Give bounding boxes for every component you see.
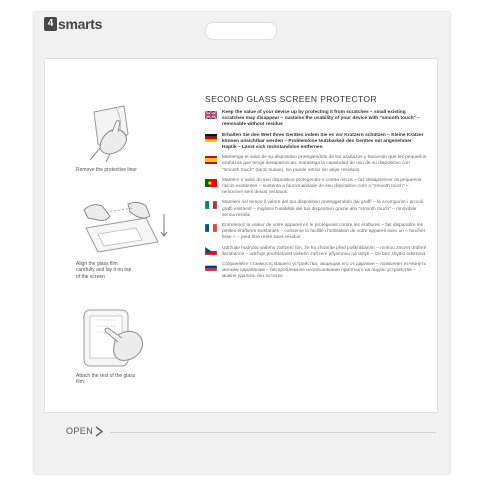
align-film-illustration	[76, 198, 168, 256]
perforation-line	[110, 432, 436, 433]
language-item	[205, 178, 427, 197]
step-1-caption: Remove the protective liner	[76, 167, 137, 173]
step-1	[76, 104, 186, 173]
language-list	[205, 110, 427, 285]
product-heading: SECOND GLASS SCREEN PROTECTOR	[205, 94, 378, 104]
germany-flag-icon	[205, 134, 217, 142]
language-item	[205, 246, 427, 258]
russia-flag-icon	[205, 263, 217, 271]
brand-name: smarts	[58, 16, 103, 32]
arrow-right-icon	[94, 426, 104, 437]
language-text: Udržujte hodnotu vašeho zařízení tím, že ho chráníte před poškrábáním – mohou zmizet drobné škrábance – udržuje použitelnost vašeho zařízení příjemnou na dotyk – lze bez zbytku odstranit	[222, 245, 427, 257]
attach-film-illustration	[76, 306, 158, 368]
step-3	[76, 306, 186, 386]
open-tab[interactable]	[44, 424, 436, 441]
italy-flag-icon	[205, 201, 217, 209]
language-item	[205, 133, 427, 152]
hang-hole	[205, 22, 277, 40]
uk-flag-icon	[205, 111, 217, 119]
language-text: Erhalten Sie den Wert Ihres Gerätes indem Sie es vor Kratzern schützen – Kleine Kratzer können unsichtbar werden – Problemlose Nutzbarkeit des Gerätes mit angenehmer Haptik – Lässt sich rückstandslos entfernen	[222, 132, 424, 151]
language-text: Keep the value of your device up by protecting it from scratches – small existing scratches may disappear – sustains the usability of your device with "smooth touch" – removable without residue	[222, 110, 420, 128]
step-2	[76, 198, 186, 280]
language-item	[205, 223, 427, 242]
language-text: Mantieni nel tempo il valore del tuo dispositivo proteggendolo dai graffi – fa scomparire i piccoli graffi esistenti – migliora l'usabilità del tuo dispositivo grazie allo "smooth touch" – rimovibile senza residui	[222, 200, 423, 218]
step-3-caption: Attach the rest of the glass film.	[76, 373, 136, 386]
language-text: Сохраняйте стоимость Вашего устройства, защищая его от царапин – позволяет исчезнуть мелким царапинам – беспроблемное использование приятного на ощупь устройства – можно удалить без остатка	[222, 262, 426, 280]
language-text: Mantém o valor do seu dispositivo protegendo-o contra riscos – faz desaparecer os pequenos riscos existentes – sustenta a funcionalidade do seu dispositivo com o "smooth touch" – removível sem deixar resíduos	[222, 177, 422, 196]
language-item	[205, 262, 427, 281]
brand-badge: 4	[44, 17, 57, 31]
language-text: Mantenga el valor de su dispositivo protegiéndolo de los arañazos y haciendo que los pequeños arañazos que tenga desaparezcan, mantenga la capacidad de uso de su dispositivo con "smooth touch" (tacto suave). Se puede retirar sin dejar residuos.	[222, 155, 427, 173]
language-item	[205, 200, 427, 219]
czech-flag-icon	[205, 247, 217, 255]
language-item	[205, 110, 427, 129]
spain-flag-icon	[205, 156, 217, 164]
portugal-flag-icon	[205, 179, 217, 187]
step-2-caption: Align the glass film carefully and lay it on top of the screen	[76, 261, 132, 280]
france-flag-icon	[205, 224, 217, 232]
language-text: Entretenez la valeur de votre appareil en le protégeant contre les éraflures – fait disparaître les petites éraflures existantes – conserve la facilité d'utilisation de votre appareil avec un « toucher lisse » – peut être retiré sans résidus	[222, 223, 426, 241]
brand-logo	[44, 16, 102, 32]
open-label: OPEN	[66, 426, 94, 436]
language-item	[205, 155, 427, 174]
peel-liner-illustration	[76, 104, 146, 162]
